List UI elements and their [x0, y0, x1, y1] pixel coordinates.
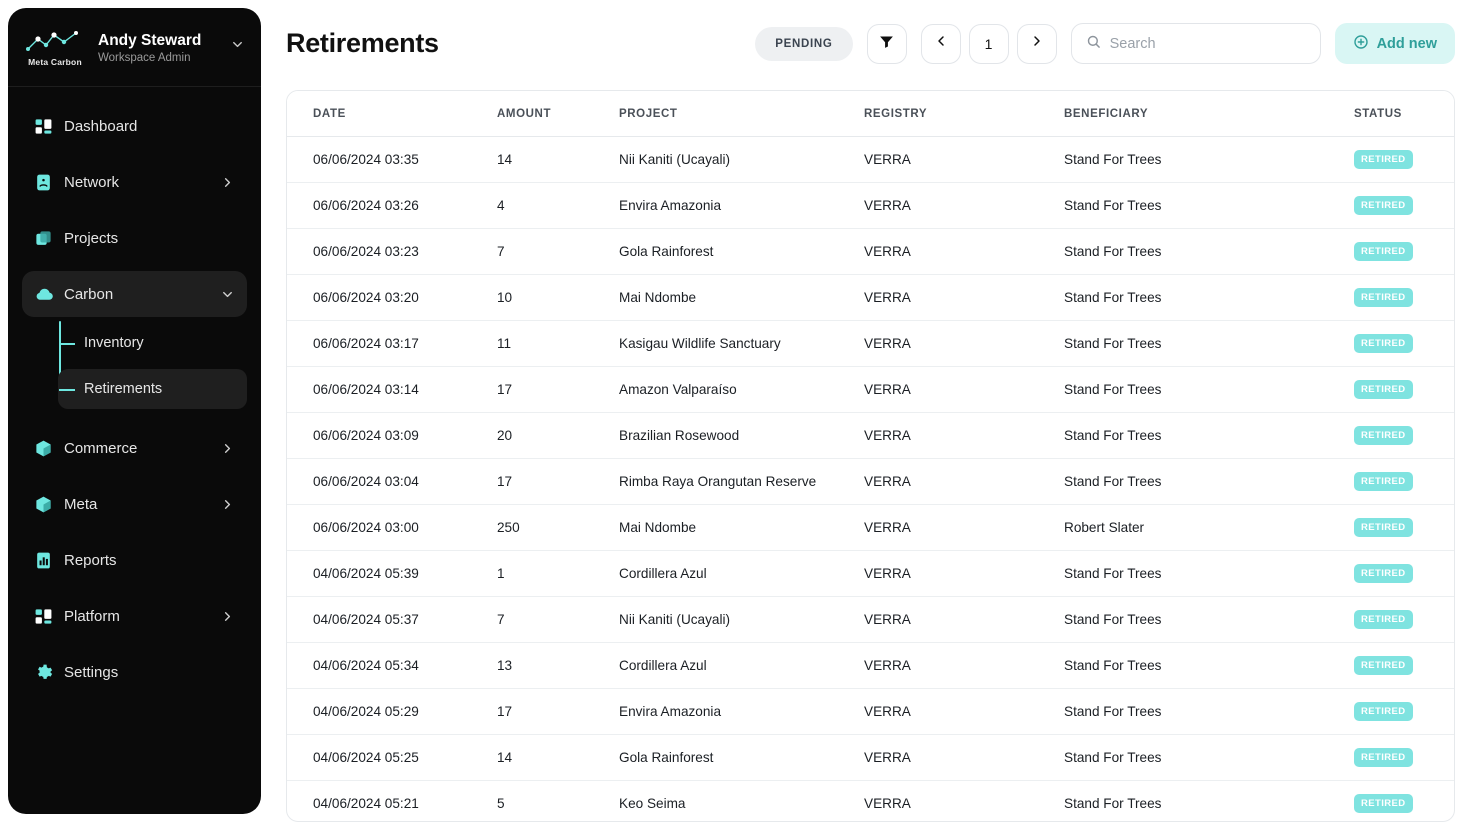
cell-beneficiary: Stand For Trees — [1054, 550, 1344, 596]
status-badge: RETIRED — [1354, 288, 1413, 307]
cell-status — [1344, 136, 1455, 182]
status-badge: RETIRED — [1354, 150, 1413, 169]
cell-date: 06/06/2024 03:35 — [287, 136, 487, 182]
sidebar-item-projects[interactable] — [22, 215, 247, 261]
status-badge: RETIRED — [1354, 426, 1413, 445]
status-badge: RETIRED — [1354, 702, 1413, 721]
column-header-registry[interactable]: REGISTRY — [854, 91, 1054, 137]
logo-wordmark: Meta Carbon — [28, 56, 82, 67]
cell-beneficiary: Stand For Trees — [1054, 642, 1344, 688]
toolbar — [286, 20, 1455, 68]
sidebar-nav — [8, 87, 261, 705]
table-row[interactable] — [287, 412, 1455, 458]
table-row[interactable] — [287, 504, 1455, 550]
cell-status — [1344, 596, 1455, 642]
cell-project: Nii Kaniti (Ucayali) — [609, 136, 854, 182]
user-name: Andy Steward — [98, 32, 202, 50]
sidebar — [8, 8, 261, 814]
cell-date: 04/06/2024 05:39 — [287, 550, 487, 596]
cell-amount: 14 — [487, 734, 609, 780]
cloud-icon — [34, 284, 64, 305]
cell-date: 06/06/2024 03:09 — [287, 412, 487, 458]
cell-date: 06/06/2024 03:17 — [287, 320, 487, 366]
cell-amount: 14 — [487, 136, 609, 182]
cell-date: 06/06/2024 03:23 — [287, 228, 487, 274]
cell-registry: VERRA — [854, 412, 1054, 458]
column-header-amount[interactable]: AMOUNT — [487, 91, 609, 137]
sidebar-item-label: Projects — [64, 229, 119, 247]
status-filter-pending[interactable]: PENDING — [755, 27, 852, 61]
cell-date: 06/06/2024 03:14 — [287, 366, 487, 412]
table-row[interactable] — [287, 642, 1455, 688]
sidebar-item-label: Meta — [64, 495, 98, 513]
search-input[interactable] — [1110, 36, 1306, 52]
cell-beneficiary: Stand For Trees — [1054, 182, 1344, 228]
funnel-icon — [878, 33, 895, 55]
cell-beneficiary: Stand For Trees — [1064, 795, 1162, 811]
sidebar-item-platform[interactable] — [22, 593, 247, 639]
cell-date: 06/06/2024 03:20 — [287, 274, 487, 320]
table-row[interactable] — [287, 228, 1455, 274]
status-badge: RETIRED — [1354, 334, 1413, 353]
cell-status — [1344, 550, 1455, 596]
status-badge: RETIRED — [1354, 196, 1413, 215]
cell-registry: VERRA — [854, 642, 1054, 688]
cell-status — [1344, 366, 1455, 412]
sidebar-item-label: Dashboard — [64, 117, 138, 135]
status-badge: RETIRED — [1354, 564, 1413, 583]
cell-registry: VERRA — [854, 136, 1054, 182]
cell-amount: 7 — [487, 596, 609, 642]
cell-project: Cordillera Azul — [609, 550, 854, 596]
cell-date: 04/06/2024 05:25 — [287, 734, 487, 780]
cell-date: 04/06/2024 05:29 — [287, 688, 487, 734]
sidebar-subitem-label: Inventory — [84, 335, 144, 351]
cell-registry: VERRA — [854, 228, 1054, 274]
cell-registry: VERRA — [854, 596, 1054, 642]
cell-project: Nii Kaniti (Ucayali) — [609, 596, 854, 642]
cell-date: 06/06/2024 03:00 — [287, 504, 487, 550]
workspace-switcher[interactable] — [8, 8, 261, 87]
table-row[interactable] — [287, 458, 1455, 504]
cell-project: Brazilian Rosewood — [609, 412, 854, 458]
dashboard-icon — [34, 117, 64, 136]
table-row[interactable] — [287, 182, 1455, 228]
sidebar-item-carbon[interactable] — [22, 271, 247, 317]
page-title: Retirements — [286, 28, 439, 59]
cell-beneficiary: Stand For Trees — [1054, 734, 1344, 780]
cell-status — [1344, 642, 1455, 688]
search-icon — [1086, 34, 1101, 54]
cell-beneficiary: Stand For Trees — [1054, 274, 1344, 320]
cell-beneficiary: Stand For Trees — [1054, 366, 1344, 412]
sidebar-item-inventory[interactable] — [58, 323, 247, 363]
cell-registry: VERRA — [854, 320, 1054, 366]
table-row[interactable] — [287, 366, 1455, 412]
chevron-right-icon[interactable] — [220, 441, 235, 456]
sidebar-item-retirements[interactable] — [58, 369, 247, 409]
sidebar-item-commerce[interactable] — [22, 425, 247, 471]
add-new-label: Add new — [1376, 35, 1437, 52]
cell-status — [1344, 734, 1455, 780]
plus-circle-icon — [1353, 34, 1369, 54]
cell-status — [1344, 412, 1455, 458]
gear-icon — [34, 663, 64, 682]
sidebar-item-label: Reports — [64, 551, 117, 569]
sidebar-item-network[interactable] — [22, 159, 247, 205]
search-box[interactable] — [1071, 23, 1321, 64]
sidebar-item-dashboard[interactable] — [22, 103, 247, 149]
cell-beneficiary: Stand For Trees — [1054, 228, 1344, 274]
cell-beneficiary: Stand For Trees — [1054, 136, 1344, 182]
cell-project: Gola Rainforest — [609, 228, 854, 274]
reports-icon — [34, 551, 64, 570]
platform-icon — [34, 607, 64, 626]
cell-status — [1344, 320, 1455, 366]
cell-date: 04/06/2024 05:37 — [287, 596, 487, 642]
cell-beneficiary: Stand For Trees — [1054, 412, 1344, 458]
cell-registry: VERRA — [854, 458, 1054, 504]
sidebar-item-label: Network — [64, 173, 120, 191]
pagination — [921, 24, 1057, 64]
cell-status — [1344, 688, 1455, 734]
network-icon — [34, 173, 64, 192]
cell-amount: 17 — [487, 458, 609, 504]
status-badge: RETIRED — [1354, 380, 1413, 399]
table-row[interactable] — [287, 274, 1455, 320]
cell-amount: 5 — [497, 795, 505, 811]
cell-registry: VERRA — [864, 795, 911, 811]
next-page-button[interactable] — [1017, 24, 1057, 64]
meta-carbon-logo-icon — [22, 26, 88, 70]
cell-date: 04/06/2024 05:34 — [287, 642, 487, 688]
cell-amount: 20 — [487, 412, 609, 458]
table-row[interactable] — [287, 320, 1455, 366]
chevron-right-icon — [1029, 33, 1045, 54]
column-header-project[interactable]: PROJECT — [609, 91, 854, 137]
meta-icon — [34, 495, 64, 514]
cell-beneficiary: Robert Slater — [1054, 504, 1344, 550]
cell-registry: VERRA — [854, 688, 1054, 734]
retirements-table — [287, 91, 1455, 822]
sidebar-item-label: Carbon — [64, 285, 114, 303]
cell-status — [1344, 780, 1455, 822]
cell-registry: VERRA — [854, 182, 1054, 228]
cell-status — [1344, 458, 1455, 504]
cell-amount: 17 — [487, 366, 609, 412]
cell-amount: 10 — [487, 274, 609, 320]
cell-project: Rimba Raya Orangutan Reserve — [609, 458, 854, 504]
table-row[interactable] — [287, 136, 1455, 182]
table-row[interactable] — [287, 596, 1455, 642]
filter-button[interactable] — [867, 24, 907, 64]
add-new-button[interactable] — [1335, 23, 1455, 64]
cell-project: Kasigau Wildlife Sanctuary — [609, 320, 854, 366]
status-badge: RETIRED — [1354, 518, 1413, 537]
cell-amount: 17 — [487, 688, 609, 734]
table-row[interactable] — [287, 688, 1455, 734]
status-badge: RETIRED — [1354, 610, 1413, 629]
cell-registry: VERRA — [854, 734, 1054, 780]
table-row[interactable] — [287, 780, 1455, 822]
chevron-left-icon — [933, 33, 949, 54]
cell-status — [1344, 228, 1455, 274]
cell-date: 06/06/2024 03:04 — [287, 458, 487, 504]
cell-status — [1344, 504, 1455, 550]
table-header-row — [287, 91, 1455, 137]
cell-amount: 7 — [487, 228, 609, 274]
cell-registry: VERRA — [854, 274, 1054, 320]
chevron-down-icon[interactable] — [230, 37, 245, 57]
cell-project: Envira Amazonia — [609, 182, 854, 228]
cell-beneficiary: Stand For Trees — [1054, 320, 1344, 366]
cell-project: Envira Amazonia — [609, 688, 854, 734]
status-badge: RETIRED — [1354, 242, 1413, 261]
main-content — [261, 0, 1475, 822]
table-header — [287, 91, 1455, 137]
cell-amount: 13 — [487, 642, 609, 688]
cell-project: Gola Rainforest — [609, 734, 854, 780]
table-row[interactable] — [287, 550, 1455, 596]
cell-beneficiary: Stand For Trees — [1054, 596, 1344, 642]
table-row[interactable] — [287, 734, 1455, 780]
chevron-right-icon[interactable] — [220, 609, 235, 624]
column-header-date[interactable]: DATE — [287, 91, 487, 137]
cell-beneficiary: Stand For Trees — [1054, 458, 1344, 504]
cell-project: Mai Ndombe — [609, 504, 854, 550]
cell-date: 06/06/2024 03:26 — [287, 182, 487, 228]
sidebar-item-label: Settings — [64, 663, 119, 681]
cell-amount: 250 — [487, 504, 609, 550]
column-header-beneficiary[interactable]: BENEFICIARY — [1054, 91, 1344, 137]
sidebar-subitem-label: Retirements — [84, 381, 163, 397]
carbon-subnav — [22, 323, 247, 415]
status-badge: RETIRED — [1354, 794, 1413, 813]
column-header-status[interactable]: STATUS — [1344, 91, 1455, 137]
table-body — [287, 136, 1455, 822]
cell-date: 04/06/2024 05:21 — [313, 795, 419, 811]
cell-registry: VERRA — [854, 504, 1054, 550]
cell-amount: 11 — [487, 320, 609, 366]
sidebar-item-label: Platform — [64, 607, 120, 625]
retirements-table-card — [286, 90, 1455, 822]
sidebar-item-reports[interactable] — [22, 537, 247, 583]
status-badge: RETIRED — [1354, 748, 1413, 767]
sidebar-item-meta[interactable] — [22, 481, 247, 527]
cell-status — [1344, 274, 1455, 320]
cell-project: Mai Ndombe — [609, 274, 854, 320]
sidebar-item-label: Commerce — [64, 439, 138, 457]
cell-registry: VERRA — [854, 550, 1054, 596]
chevron-right-icon[interactable] — [220, 175, 235, 190]
cell-amount: 4 — [487, 182, 609, 228]
cell-amount: 1 — [487, 550, 609, 596]
cell-beneficiary: Stand For Trees — [1054, 688, 1344, 734]
cell-status — [1344, 182, 1455, 228]
cell-project: Cordillera Azul — [609, 642, 854, 688]
user-role: Workspace Admin — [98, 51, 191, 64]
status-badge: RETIRED — [1354, 656, 1413, 675]
sidebar-item-settings[interactable] — [22, 649, 247, 695]
prev-page-button[interactable] — [921, 24, 961, 64]
status-badge: RETIRED — [1354, 472, 1413, 491]
projects-icon — [34, 229, 64, 248]
page-number[interactable]: 1 — [969, 24, 1009, 64]
chevron-down-icon[interactable] — [220, 287, 235, 302]
chevron-right-icon[interactable] — [220, 497, 235, 512]
cell-project: Amazon Valparaíso — [609, 366, 854, 412]
box-icon — [34, 439, 64, 458]
cell-project: Keo Seima — [619, 795, 686, 811]
cell-registry: VERRA — [854, 366, 1054, 412]
